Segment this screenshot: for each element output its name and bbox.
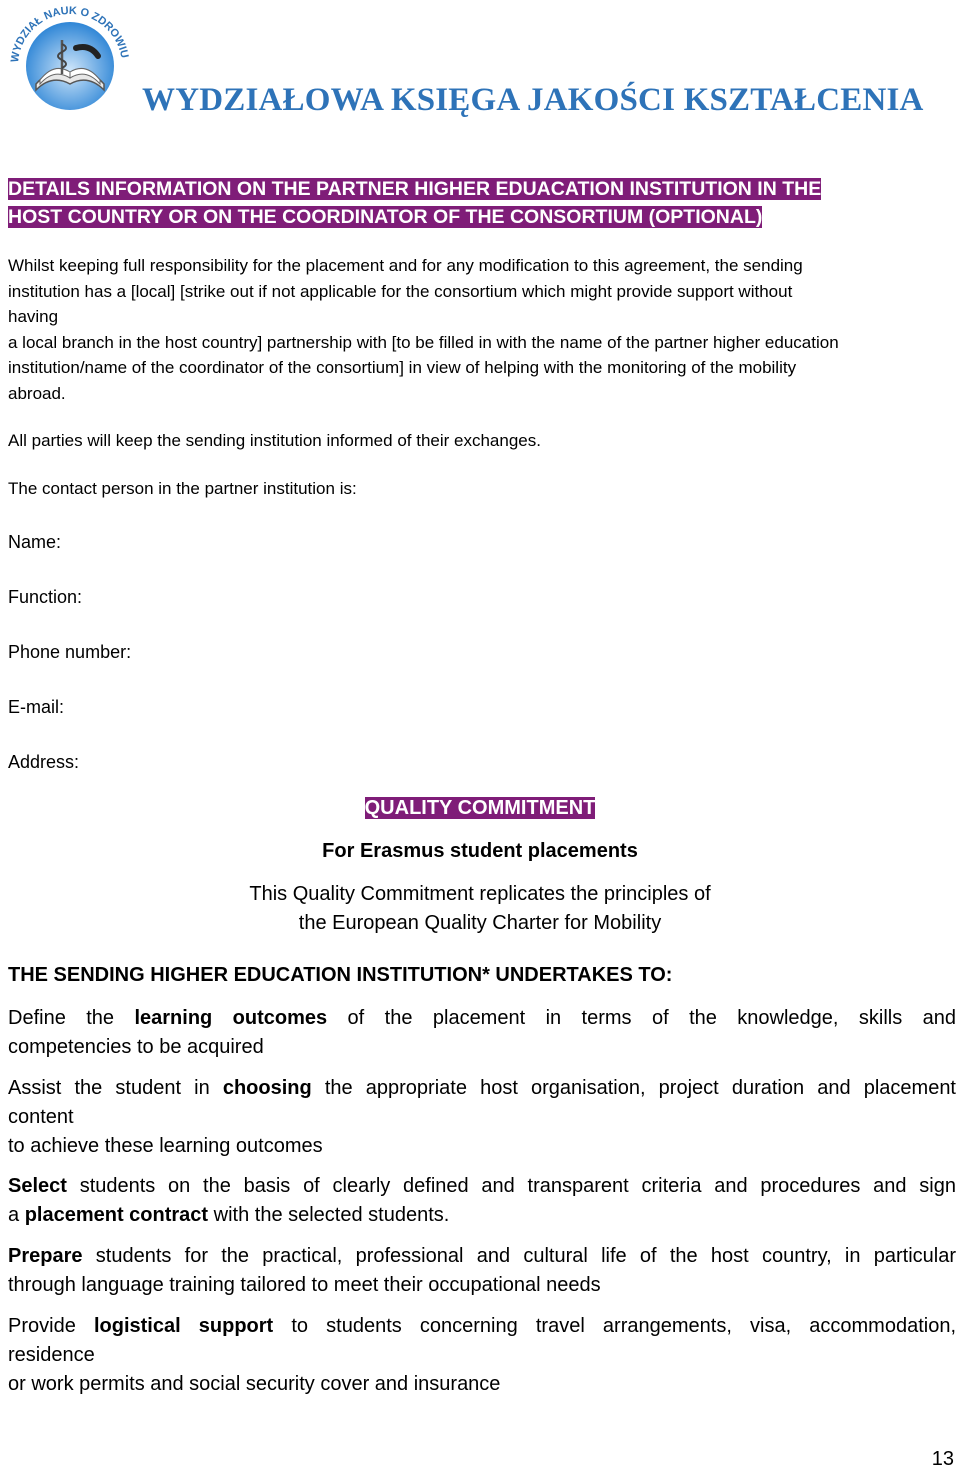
item-text: a bbox=[8, 1204, 25, 1226]
paragraph-line: a local branch in the host country] partnership with [to be filled in with the name of the partner higher education bbox=[8, 332, 839, 352]
page-header bbox=[0, 0, 960, 130]
item-text: students on the basis of clearly defined and transparent criteria and procedures and sign bbox=[66, 1175, 956, 1197]
item-text: Provide bbox=[8, 1315, 94, 1337]
item-bold-text: placement contract bbox=[24, 1204, 209, 1226]
item-text: to students concerning travel arrangements, visa, accommodation, bbox=[273, 1315, 956, 1337]
undertakes-heading: THE SENDING HIGHER EDUCATION INSTITUTION* UNDERTAKES TO: bbox=[8, 964, 673, 986]
item-text: Assist the student in bbox=[8, 1077, 223, 1099]
item-bold-text: Prepare bbox=[8, 1245, 83, 1267]
section-heading-line1: DETAILS INFORMATION ON THE PARTNER HIGHER EDUACATION INSTITUTION IN THE bbox=[8, 178, 822, 200]
item-text: students for the practical, professional and cultural life of the host country, in particular bbox=[82, 1245, 956, 1267]
undertaking-item-learning-outcomes bbox=[8, 1004, 956, 1062]
paragraph-line: abroad. bbox=[8, 383, 66, 403]
email-field-label: E-mail: bbox=[8, 697, 65, 717]
section-heading-line2: HOST COUNTRY OR ON THE COORDINATOR OF THE CONSORTIUM (OPTIONAL) bbox=[8, 206, 763, 228]
quality-commitment-subtitle: For Erasmus student placements bbox=[322, 840, 638, 862]
undertaking-item-select bbox=[8, 1172, 956, 1230]
function-field-label: Function: bbox=[8, 587, 83, 607]
item-bold-text: Select bbox=[8, 1175, 67, 1197]
quality-commitment-description bbox=[0, 880, 960, 938]
responsibility-paragraph bbox=[8, 253, 958, 406]
description-line: the European Quality Charter for Mobility bbox=[298, 912, 662, 934]
item-bold-text: learning outcomes bbox=[134, 1007, 328, 1029]
item-text: Define the bbox=[8, 1007, 135, 1029]
undertaking-item-choosing bbox=[8, 1074, 956, 1161]
quality-commitment-title bbox=[0, 797, 960, 820]
name-field-label: Name: bbox=[8, 532, 62, 552]
section-heading bbox=[8, 175, 956, 231]
item-text: competencies to be acquired bbox=[8, 1036, 264, 1058]
paragraph-line: Whilst keeping full responsibility for the placement and for any modification to this agreement, the sending bbox=[8, 256, 803, 275]
paragraph-line: institution has a [local] [strike out if not applicable for the consortium which might provide support without bbox=[8, 281, 793, 301]
quality-commitment-title-text: QUALITY COMMITMENT bbox=[364, 797, 596, 819]
undertaking-item-prepare bbox=[8, 1242, 956, 1300]
item-bold-text: choosing bbox=[222, 1077, 312, 1099]
item-text: or work permits and social security cover and insurance bbox=[8, 1373, 501, 1395]
item-text: the appropriate host organisation, project duration and placement bbox=[311, 1077, 956, 1099]
item-bold-text: logistical support bbox=[93, 1315, 274, 1337]
item-text: to achieve these learning outcomes bbox=[8, 1135, 323, 1157]
exchanges-paragraph: All parties will keep the sending institution informed of their exchanges. bbox=[8, 431, 541, 450]
paragraph-line: having bbox=[8, 307, 59, 326]
page-number: 13 bbox=[931, 1448, 954, 1470]
document-title: WYDZIAŁOWA KSIĘGA JAKOŚCI KSZTAŁCENIA bbox=[142, 82, 924, 118]
description-line: This Quality Commitment replicates the principles of bbox=[249, 883, 711, 905]
phone-field-label: Phone number: bbox=[8, 642, 132, 662]
logo-ring-text: WYDZIAŁ NAUK O ZDROWIU bbox=[8, 4, 131, 64]
item-text: through language training tailored to meet their occupational needs bbox=[8, 1274, 601, 1296]
contact-person-paragraph: The contact person in the partner institution is: bbox=[8, 479, 357, 498]
item-text: content bbox=[8, 1106, 74, 1128]
faculty-logo bbox=[6, 4, 134, 120]
paragraph-line: institution/name of the coordinator of the consortium] in view of helping with the monitoring of the mobility bbox=[8, 358, 797, 377]
item-text: with the selected students. bbox=[208, 1204, 450, 1226]
address-field-label: Address: bbox=[8, 752, 80, 772]
item-text: residence bbox=[8, 1344, 95, 1366]
undertaking-item-logistical-support bbox=[8, 1312, 956, 1399]
item-text: of the placement in terms of the knowledge, skills and bbox=[327, 1007, 957, 1029]
